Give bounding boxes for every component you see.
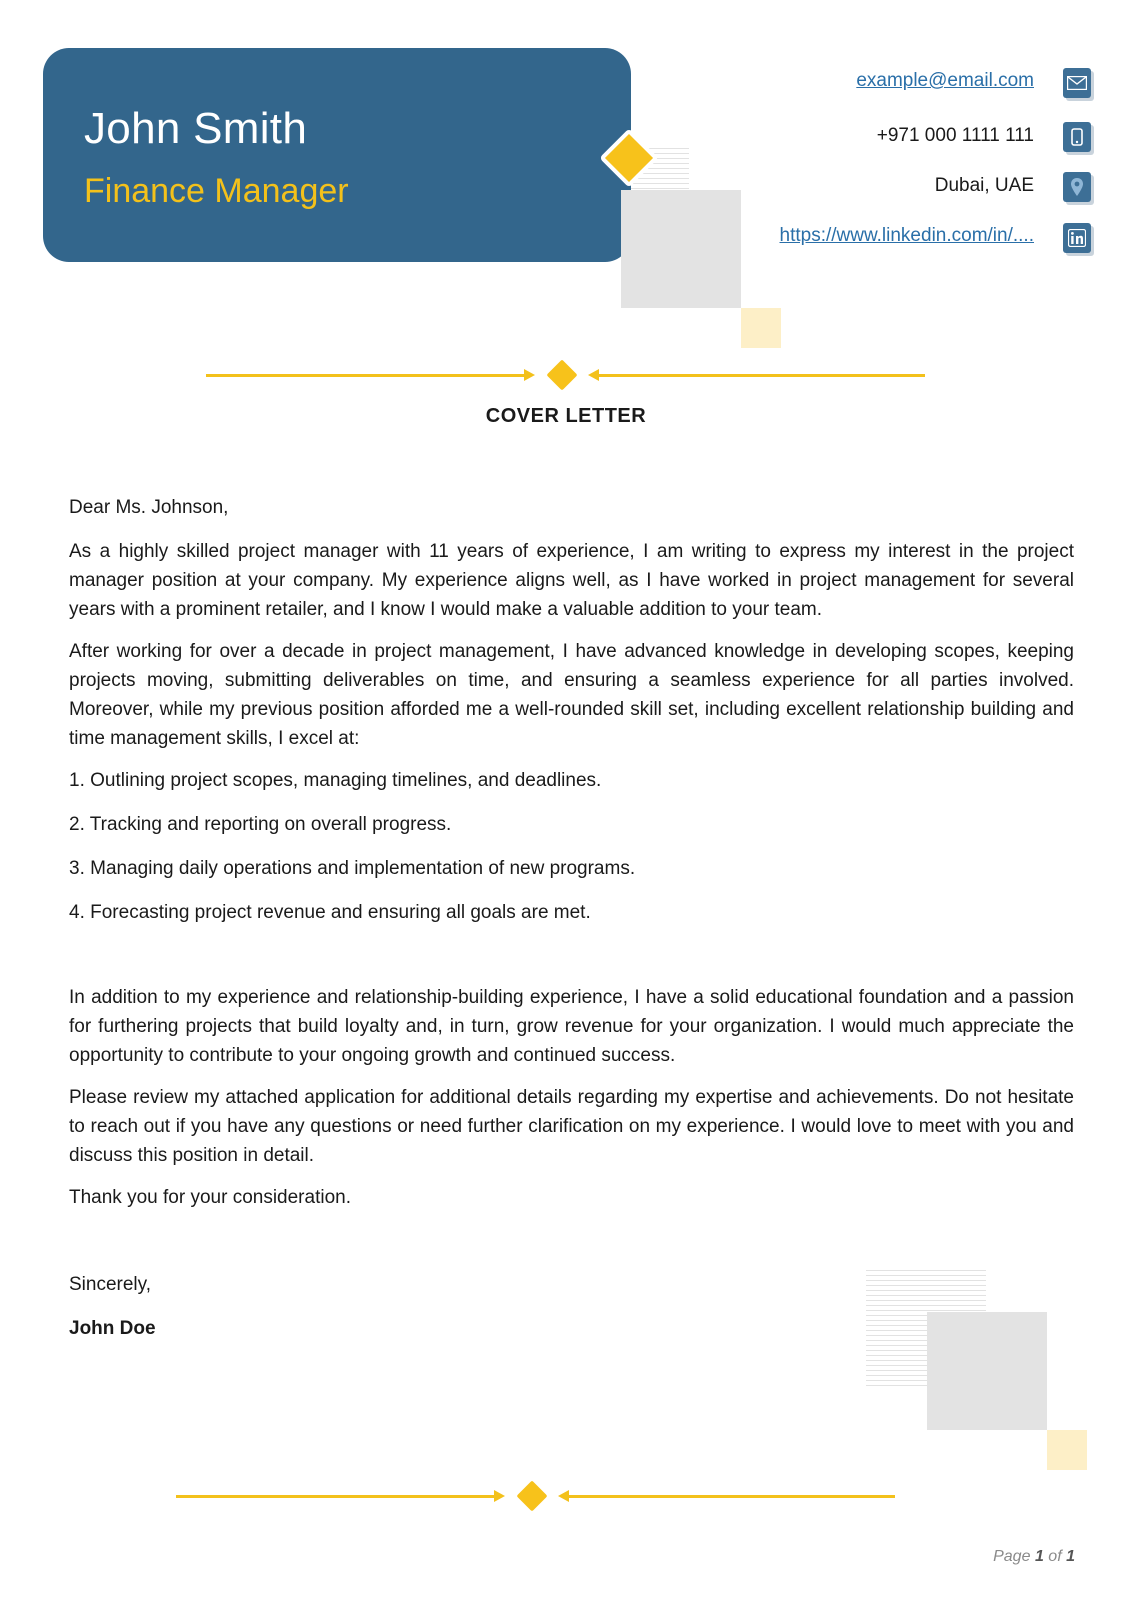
paragraph-3: In addition to my experience and relationship-building experience, I have a solid educational foundation and a passion for furthering projects that build loyalty and, in turn, grow revenue for your organization. I would much appreciate the opportunity to contribute to your ongoing growth and continued success.: [69, 987, 1074, 1066]
closing: Sincerely,: [69, 1274, 152, 1295]
paragraph-4: Please review my attached application for additional details regarding my expertise and achievements. Do not hesitate to reach out if you have any questions or need further clarification on my experience. I would love to meet with you and discuss this position in detail.: [69, 1087, 1074, 1166]
page-of: of: [1048, 1548, 1062, 1565]
footer-arrow-right-icon: [494, 1490, 505, 1502]
salutation: Dear Ms. Johnson,: [69, 497, 229, 518]
decor-cream-top: [741, 308, 781, 348]
list-item: 4. Forecasting project revenue and ensuring all goals are met.: [69, 902, 591, 923]
phone-icon: [1063, 122, 1091, 152]
page-total: 1: [1066, 1548, 1075, 1565]
page-number: [993, 1548, 1075, 1566]
list-item: 1. Outlining project scopes, managing timelines, and deadlines.: [69, 770, 602, 791]
linkedin-icon: [1063, 223, 1091, 253]
thanks-line: Thank you for your consideration.: [69, 1187, 351, 1208]
divider-diamond-icon: [546, 359, 577, 390]
list-item: 2. Tracking and reporting on overall progress.: [69, 814, 452, 835]
location-pin-icon: [1063, 172, 1091, 202]
email-link[interactable]: example@email.com: [856, 70, 1034, 91]
header-card: [43, 48, 631, 262]
footer-line-right: [569, 1495, 895, 1498]
contact-linkedin[interactable]: [780, 225, 1035, 247]
divider-line-left: [206, 374, 526, 377]
linkedin-link[interactable]: https://www.linkedin.com/in/....: [779, 225, 1034, 246]
decor-square-top: [621, 190, 741, 308]
candidate-name: John Smith: [84, 104, 308, 153]
divider-line-right: [599, 374, 925, 377]
phone-text: +971 000 1111 111: [876, 125, 1034, 146]
paragraph-1: As a highly skilled project manager with 11 years of experience, I am writing to express my interest in the project manager position at your company. My experience aligns well, as I have worked in project management for several years with a prominent retailer, and I know I would make a valuable addition to your team.: [69, 541, 1074, 620]
signature-name: John Doe: [69, 1318, 156, 1339]
page-current: 1: [1034, 1548, 1044, 1565]
document-title: COVER LETTER: [485, 405, 647, 427]
contact-email[interactable]: [856, 70, 1034, 92]
decor-square-bottom: [927, 1312, 1047, 1430]
footer-arrow-left-icon: [558, 1490, 569, 1502]
skills-list: [69, 766, 1074, 942]
location-text: Dubai, UAE: [934, 175, 1034, 196]
list-item: 3. Managing daily operations and implementation of new programs.: [69, 858, 636, 879]
divider-arrow-right-icon: [524, 369, 535, 381]
contact-location: [935, 175, 1034, 197]
paragraph-2: After working for over a decade in project management, I have advanced knowledge in developing scopes, keeping projects moving, submitting deliverables on time, and ensuring a seamless experience for all parties involved. Moreover, while my previous position afforded me a well-rounded skill set, including excellent relationship building and time management skills, I excel at:: [69, 641, 1074, 749]
contact-phone: [877, 125, 1034, 147]
job-title: Finance Manager: [84, 172, 349, 210]
divider-arrow-left-icon: [588, 369, 599, 381]
envelope-icon: [1063, 68, 1091, 98]
footer-line-left: [176, 1495, 496, 1498]
footer-diamond-icon: [516, 1480, 547, 1511]
page-word: Page: [993, 1548, 1031, 1565]
decor-cream-bottom: [1047, 1430, 1087, 1470]
